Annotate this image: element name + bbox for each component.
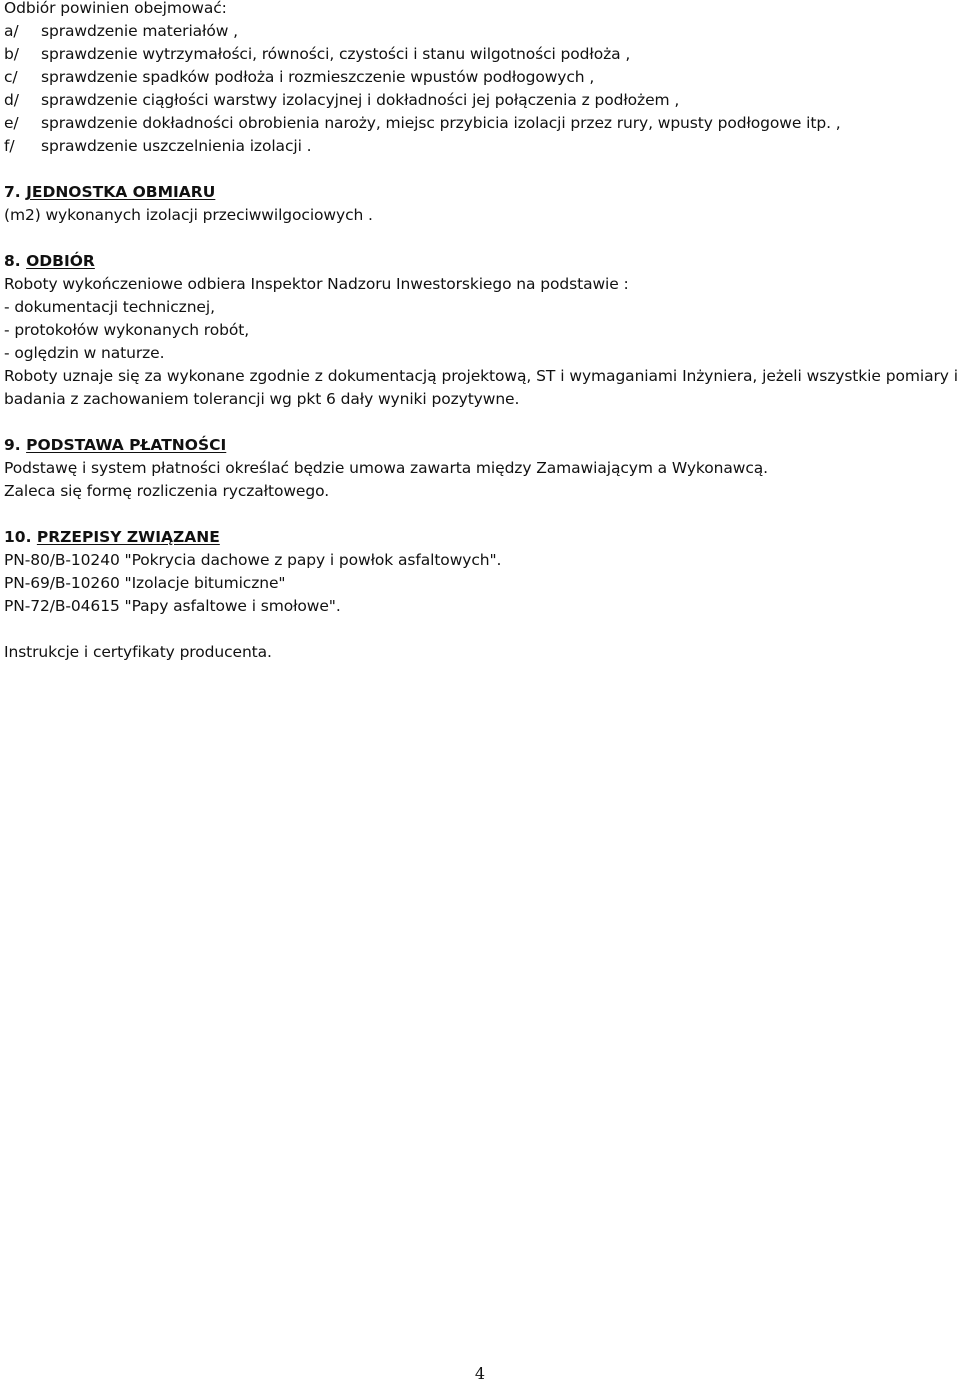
intro-item-text: sprawdzenie dokładności obrobienia naroży, miejsc przybicia izolacji przez rury, wpusty podłogowe itp. ,: [41, 114, 841, 132]
section-number: 7.: [4, 183, 21, 201]
page-number: 4: [474, 1364, 486, 1383]
section-9-heading: [4, 434, 958, 457]
intro-item-letter: e/: [4, 114, 19, 132]
intro-title: Odbiór powinien obejmować:: [4, 0, 227, 17]
intro-item-letter: a/: [4, 22, 19, 40]
section-8-line: - oględzin w naturze.: [4, 344, 165, 362]
section-8-line: Roboty wykończeniowe odbiera Inspektor Nadzoru Inwestorskiego na podstawie :: [4, 275, 629, 293]
intro-item-b: [4, 43, 958, 66]
section-8-line: - dokumentacji technicznej,: [4, 298, 215, 316]
intro-item-c: [4, 66, 958, 89]
section-title: PODSTAWA PŁATNOŚCI: [26, 436, 227, 454]
spacer: [4, 227, 958, 250]
section-7-line: (m2) wykonanych izolacji przeciwwilgociowych .: [4, 206, 373, 224]
section-8-heading: [4, 250, 958, 273]
section-title: JEDNOSTKA OBMIARU: [26, 183, 216, 201]
intro-item-f: [4, 135, 958, 158]
section-9-line: Podstawę i system płatności określać będzie umowa zawarta między Zamawiającym a Wykonawcą.: [4, 459, 768, 477]
intro-item-text: sprawdzenie materiałów ,: [41, 22, 238, 40]
spacer: [4, 618, 958, 641]
section-9-line: Zaleca się formę rozliczenia ryczałtowego.: [4, 482, 330, 500]
intro-item-letter: c/: [4, 68, 18, 86]
intro-item-text: sprawdzenie ciągłości warstwy izolacyjnej i dokładności jej połączenia z podłożem ,: [41, 91, 680, 109]
section-10-closing: Instrukcje i certyfikaty producenta.: [4, 643, 272, 661]
section-10-heading: [4, 526, 958, 549]
spacer: [4, 158, 958, 181]
intro-item-a: [4, 20, 958, 43]
section-7-heading: [4, 181, 958, 204]
section-8-paragraph: Roboty uznaje się za wykonane zgodnie z dokumentacją projektową, ST i wymaganiami Inżyniera, jeżeli wszystkie pomiary i badania z zachowaniem tolerancji wg pkt 6 dały wyniki pozytywne.: [4, 367, 958, 408]
intro-item-text: sprawdzenie uszczelnienia izolacji .: [41, 137, 312, 155]
intro-item-e: [4, 112, 958, 135]
intro-item-letter: d/: [4, 91, 19, 109]
intro-item-letter: b/: [4, 45, 19, 63]
section-title: ODBIÓR: [26, 252, 95, 270]
intro-item-d: [4, 89, 958, 112]
intro-item-text: sprawdzenie wytrzymałości, równości, czystości i stanu wilgotności podłoża ,: [41, 45, 631, 63]
section-number: 10.: [4, 528, 32, 546]
section-10-line: PN-69/B-10260 "Izolacje bitumiczne": [4, 574, 286, 592]
intro-item-text: sprawdzenie spadków podłoża i rozmieszczenie wpustów podłogowych ,: [41, 68, 595, 86]
document-page: [4, 0, 958, 664]
section-10-line: PN-72/B-04615 "Papy asfaltowe i smołowe".: [4, 597, 341, 615]
spacer: [4, 411, 958, 434]
section-number: 8.: [4, 252, 21, 270]
section-8-line: - protokołów wykonanych robót,: [4, 321, 250, 339]
intro-item-letter: f/: [4, 137, 15, 155]
section-title: PRZEPISY ZWIĄZANE: [36, 528, 220, 546]
section-number: 9.: [4, 436, 21, 454]
spacer: [4, 503, 958, 526]
section-10-line: PN-80/B-10240 "Pokrycia dachowe z papy i powłok asfaltowych".: [4, 551, 502, 569]
